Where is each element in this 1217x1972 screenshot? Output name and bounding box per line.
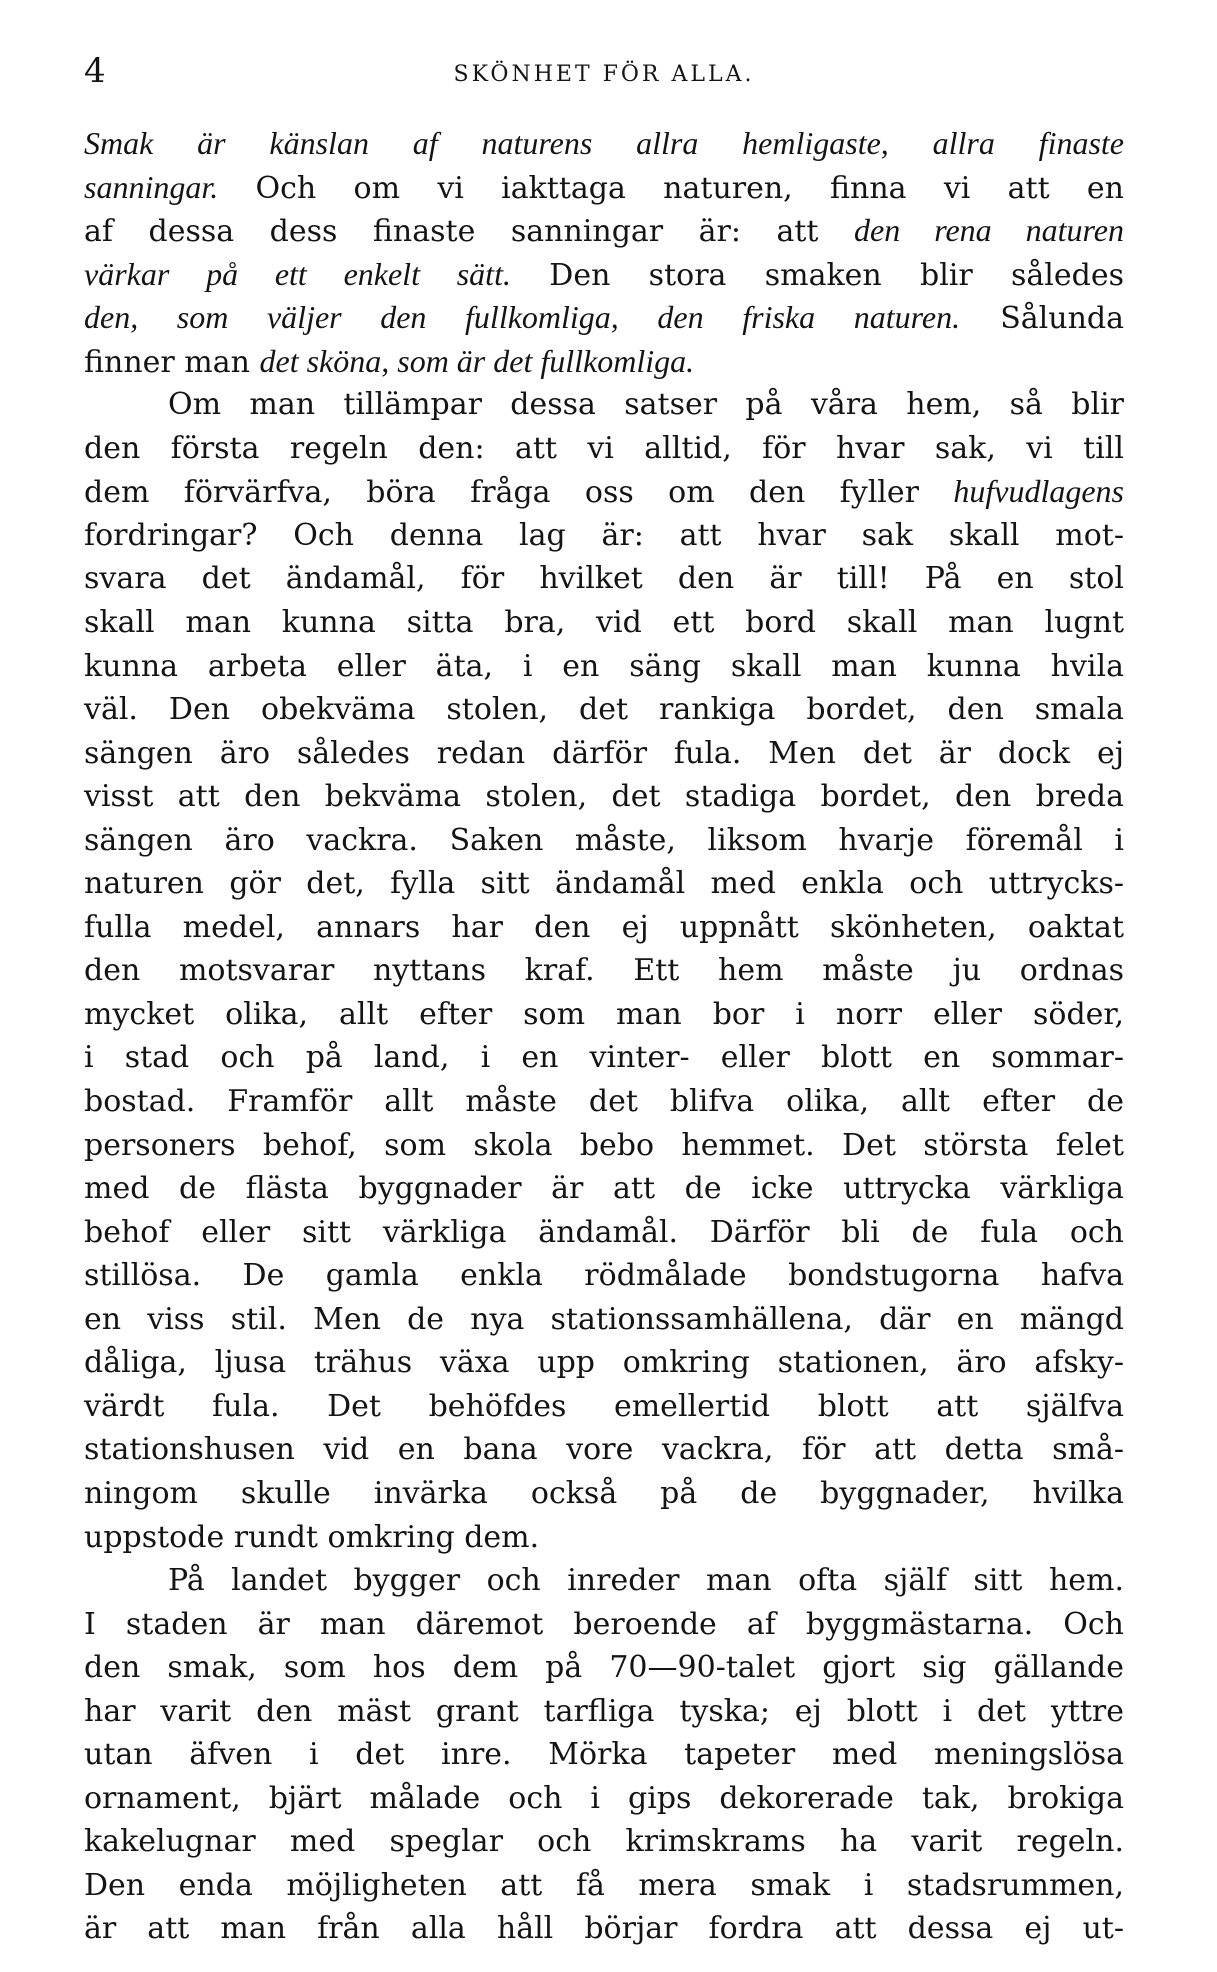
text-line: [84, 557, 1124, 601]
italic-text: sanningar.: [84, 168, 219, 205]
text-segment: är att man från alla håll börjar fordra att dessa ej ut-: [84, 1911, 1124, 1947]
text-line: [84, 1559, 1124, 1603]
text-segment: mycket olika, allt efter som man bor i norr eller söder,: [84, 996, 1124, 1032]
text-line: [84, 819, 1124, 863]
text-line: [84, 1341, 1124, 1385]
text-segment: visst att den bekväma stolen, det stadiga bordet, den breda: [84, 779, 1124, 815]
page-number: 4: [84, 51, 106, 91]
text-segment: fordringar? Och denna lag är: att hvar sak skall mot-: [84, 517, 1124, 553]
text-segment: fulla medel, annars har den ej uppnått skönheten, oaktat: [84, 909, 1124, 945]
text-segment: bostad. Framför allt måste det blifva olika, allt efter de: [84, 1084, 1124, 1120]
text-line: [84, 1428, 1124, 1472]
text-line: [84, 514, 1124, 558]
text-segment: ornament, bjärt målade och i gips dekorerade tak, brokiga: [84, 1780, 1124, 1816]
text-line: [84, 427, 1124, 471]
text-line: [84, 1864, 1124, 1908]
text-segment: den motsvarar nyttans kraf. Ett hem måste ju ordnas: [84, 953, 1124, 989]
text-line: [84, 1254, 1124, 1298]
text-line: [84, 1777, 1124, 1821]
text-segment: naturen gör det, fylla sitt ändamål med enkla och uttrycks-: [84, 866, 1124, 902]
text-line: [84, 775, 1124, 819]
text-segment: Sålunda: [960, 301, 1125, 337]
text-line: [84, 601, 1124, 645]
text-line: [84, 949, 1124, 993]
italic-text: värkar på ett enkelt sätt.: [84, 255, 511, 292]
text-segment: af dessa dess finaste sanningar är: att: [84, 214, 855, 250]
text-line: [84, 993, 1124, 1037]
italic-text: den, som väljer den fullkomliga, den friska naturen.: [84, 299, 961, 336]
italic-text: den rena naturen: [854, 212, 1125, 249]
text-line: [84, 1167, 1124, 1211]
body-text: [84, 122, 1124, 1951]
running-title: SKÖNHET FÖR ALLA.: [453, 62, 755, 87]
text-line: [84, 1385, 1124, 1429]
text-segment: sängen äro således redan därför fula. Men det är dock ej: [84, 735, 1124, 771]
text-segment: stationshusen vid en bana vore vackra, för att detta små-: [84, 1432, 1124, 1468]
text-line: [84, 1036, 1124, 1080]
text-line: [84, 1733, 1124, 1777]
text-segment: finner man: [84, 344, 260, 380]
text-segment: I staden är man däremot beroende af byggmästarna. Och: [84, 1606, 1124, 1642]
text-line: [84, 253, 1124, 297]
text-line: [84, 1080, 1124, 1124]
text-segment: värdt fula. Det behöfdes emellertid blott att själfva: [84, 1388, 1124, 1424]
text-line: [84, 862, 1124, 906]
text-line: [84, 645, 1124, 689]
text-segment: Den stora smaken blir således: [510, 257, 1125, 293]
text-line: [84, 470, 1124, 514]
italic-text: Smak är känslan af naturens allra hemligaste, allra finaste: [84, 125, 1124, 161]
text-segment: På landet bygger och inreder man ofta själf sitt hem.: [168, 1563, 1124, 1599]
text-line: [84, 1298, 1124, 1342]
text-line: [84, 1907, 1124, 1951]
text-segment: utan äfven i det inre. Mörka tapeter med meningslösa: [84, 1737, 1124, 1773]
text-line: [84, 340, 1124, 384]
text-segment: den första regeln den: att vi alltid, för hvar sak, vi till: [84, 430, 1124, 466]
text-line: [84, 906, 1124, 950]
text-segment: svara det ändamål, för hvilket den är till! På en stol: [84, 561, 1124, 597]
text-line: [84, 732, 1124, 776]
text-line: [84, 1516, 1124, 1560]
text-segment: har varit den mäst grant tarfliga tyska; ej blott i det yttre: [84, 1693, 1124, 1729]
italic-text: det sköna, som är det fullkomliga.: [259, 342, 695, 379]
text-line: [84, 1124, 1124, 1168]
italic-text: hufvudlagens: [953, 473, 1124, 510]
text-line: [84, 383, 1124, 427]
text-segment: sängen äro vackra. Saken måste, liksom hvarje föremål i: [84, 822, 1124, 858]
text-line: [84, 1472, 1124, 1516]
text-segment: dåliga, ljusa trähus växa upp omkring stationen, äro afsky-: [84, 1345, 1124, 1381]
text-line: [84, 122, 1124, 166]
text-segment: kakelugnar med speglar och krimskrams ha varit regeln.: [84, 1824, 1124, 1860]
text-segment: uppstode rundt omkring dem.: [84, 1519, 540, 1555]
text-line: [84, 1211, 1124, 1255]
text-segment: dem förvärfva, böra fråga oss om den fyller: [84, 475, 954, 511]
text-line: [84, 688, 1124, 732]
text-line: [84, 1820, 1124, 1864]
text-segment: stillösa. De gamla enkla rödmålade bondstugorna hafva: [84, 1258, 1124, 1294]
text-segment: den smak, som hos dem på 70—90-talet gjort sig gällande: [84, 1650, 1124, 1686]
text-line: [84, 209, 1124, 253]
text-segment: kunna arbeta eller äta, i en säng skall man kunna hvila: [84, 648, 1124, 684]
text-segment: skall man kunna sitta bra, vid ett bord skall man lugnt: [84, 605, 1124, 641]
text-segment: Om man tillämpar dessa satser på våra hem, så blir: [168, 387, 1124, 423]
text-segment: i stad och på land, i en vinter- eller blott en sommar-: [84, 1040, 1124, 1076]
text-segment: Och om vi iakttaga naturen, finna vi att en: [218, 170, 1124, 206]
text-segment: en viss stil. Men de nya stationssamhällena, där en mängd: [84, 1301, 1124, 1337]
text-line: [84, 296, 1124, 340]
text-line: [84, 1646, 1124, 1690]
text-segment: Den enda möjligheten att få mera smak i stadsrummen,: [84, 1867, 1124, 1903]
running-head: [84, 46, 1124, 96]
text-segment: behof eller sitt värkliga ändamål. Därför bli de fula och: [84, 1214, 1124, 1250]
text-line: [84, 1690, 1124, 1734]
text-segment: med de flästa byggnader är att de icke uttrycka värkliga: [84, 1171, 1124, 1207]
text-line: [84, 1603, 1124, 1647]
text-line: [84, 166, 1124, 210]
text-segment: personers behof, som skola bebo hemmet. Det största felet: [84, 1127, 1124, 1163]
text-segment: väl. Den obekväma stolen, det rankiga bordet, den smala: [84, 692, 1124, 728]
text-segment: ningom skulle invärka också på de byggnader, hvilka: [84, 1475, 1124, 1511]
